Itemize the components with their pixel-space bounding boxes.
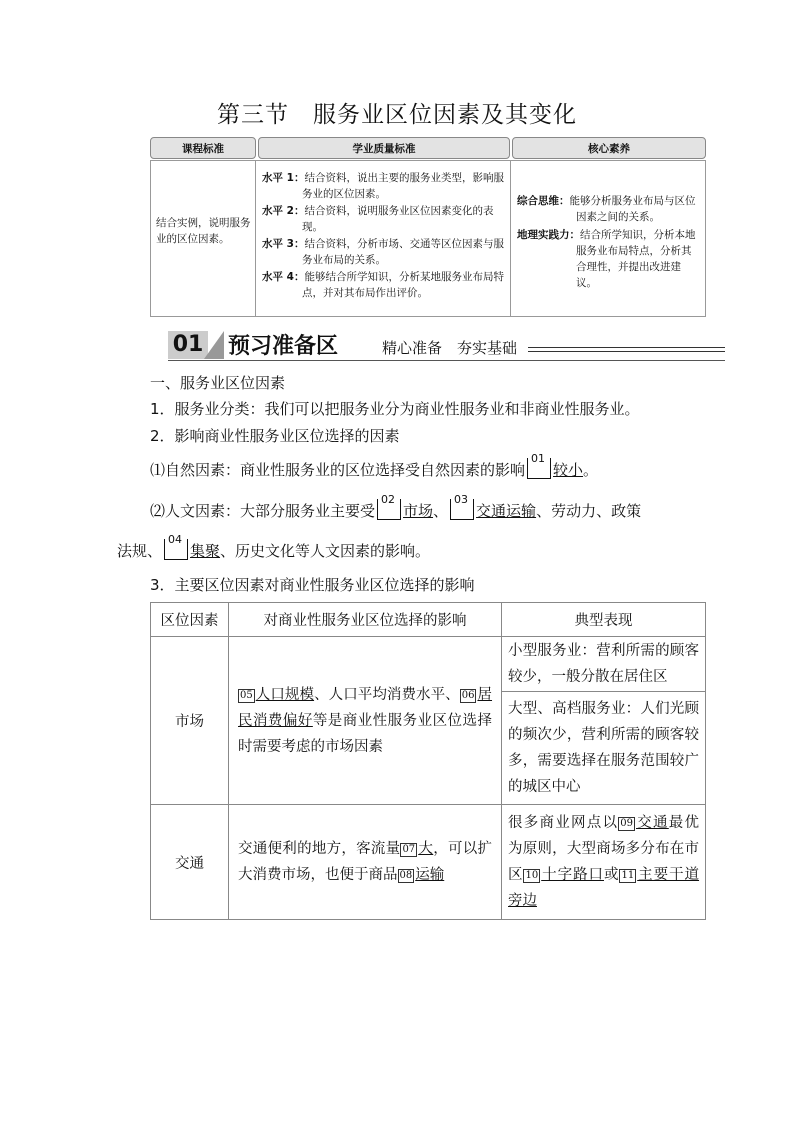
- section-number: 01: [168, 331, 208, 359]
- section-subtitle: 精心准备 夯实基础: [382, 339, 518, 357]
- level-1: 水平 1：结合资料，说出主要的服务业类型，影响服务业的区位因素。: [262, 172, 504, 200]
- answer-04: 集聚: [190, 542, 221, 560]
- blank-box: 01: [527, 458, 551, 479]
- example-large: 大型、高档服务业：人们光顾的频次少，营利所需的顾客较多，需要选择在服务范围较广的城区中心: [502, 692, 706, 805]
- section-banner: [168, 328, 728, 362]
- section-name: 预习准备区: [228, 333, 339, 359]
- table-row: [151, 805, 706, 920]
- header-quality: 学业质量标准: [258, 137, 510, 159]
- factor-market: 市场: [151, 637, 229, 805]
- quality-thinking: 综合思维：能够分析服务业布局与区位因素之间的关系。: [517, 195, 696, 223]
- banner-slash-decoration: [204, 331, 224, 359]
- paragraph-3: ⑴自然因素：商业性服务业的区位选择受自然因素的影响 01 较小。: [150, 452, 599, 479]
- table-row: [151, 637, 706, 692]
- curriculum-text: 结合实例，说明服务业的区位因素。: [150, 160, 256, 317]
- level-3: 水平 3：结合资料，分析市场、交通等区位因素与服务业布局的关系。: [262, 238, 504, 266]
- answer-02: 市场: [403, 502, 434, 520]
- paragraph-1: 1．服务业分类：我们可以把服务业分为商业性服务业和非商业性服务业。: [150, 400, 640, 418]
- level-4: 水平 4：能够结合所学知识，分析某地服务业布局特点，并对其布局作出评价。: [262, 271, 504, 299]
- header-curriculum: 课程标准: [150, 137, 256, 159]
- heading-1: 一、服务业区位因素: [150, 374, 286, 392]
- factors-table: [150, 602, 706, 920]
- example-transport: 很多商业网点以 09 交通最优为原则，大型商场多分布在市区 10 十字路口或 11 主要干道旁边: [502, 805, 706, 920]
- col-header-factor: 区位因素: [151, 603, 229, 637]
- paragraph-2: 2．影响商业性服务业区位选择的因素: [150, 427, 400, 445]
- col-header-impact: 对商业性服务业区位选择的影响: [229, 603, 502, 637]
- answer-03: 交通运输: [476, 502, 537, 520]
- paragraph-5: 法规、 04 集聚、历史文化等人文因素的影响。: [117, 533, 431, 560]
- quality-practice: 地理实践力：结合所学知识，分析本地服务业布局特点，分析其合理性，并提出改进建议。: [517, 229, 696, 289]
- paragraph-4: ⑵人文因素：大部分服务业主要受 02 市场、 03 交通运输、劳动力、政策: [150, 493, 642, 520]
- page-title: 第三节 服务业区位因素及其变化: [217, 102, 577, 128]
- impact-market: 05 人口规模、人口平均消费水平、 06 居民消费偏好等是商业性服务业区位选择时需要考虑的市场因素: [229, 637, 502, 805]
- blank-box: 03: [450, 499, 474, 520]
- banner-rule: [528, 347, 725, 348]
- level-2: 水平 2：结合资料，说明服务业区位因素变化的表现。: [262, 205, 494, 233]
- quality-levels: [256, 160, 511, 317]
- impact-transport: 交通便利的地方，客流量 07 大，可以扩大消费市场，也便于商品 08 运输: [229, 805, 502, 920]
- standards-table: [150, 137, 706, 317]
- answer-01: 较小: [553, 461, 584, 479]
- example-small: 小型服务业：营利所需的顾客较少，一般分散在居住区: [502, 637, 706, 692]
- core-literacy: [511, 160, 706, 317]
- banner-baseline: [168, 360, 725, 361]
- blank-box: 02: [377, 499, 401, 520]
- blank-box: 04: [164, 539, 188, 560]
- header-literacy: 核心素养: [512, 137, 706, 159]
- paragraph-6: 3．主要区位因素对商业性服务业区位选择的影响: [150, 576, 475, 594]
- table-header-row: [151, 603, 706, 637]
- banner-rule: [528, 351, 725, 352]
- factor-transport: 交通: [151, 805, 229, 920]
- col-header-example: 典型表现: [502, 603, 706, 637]
